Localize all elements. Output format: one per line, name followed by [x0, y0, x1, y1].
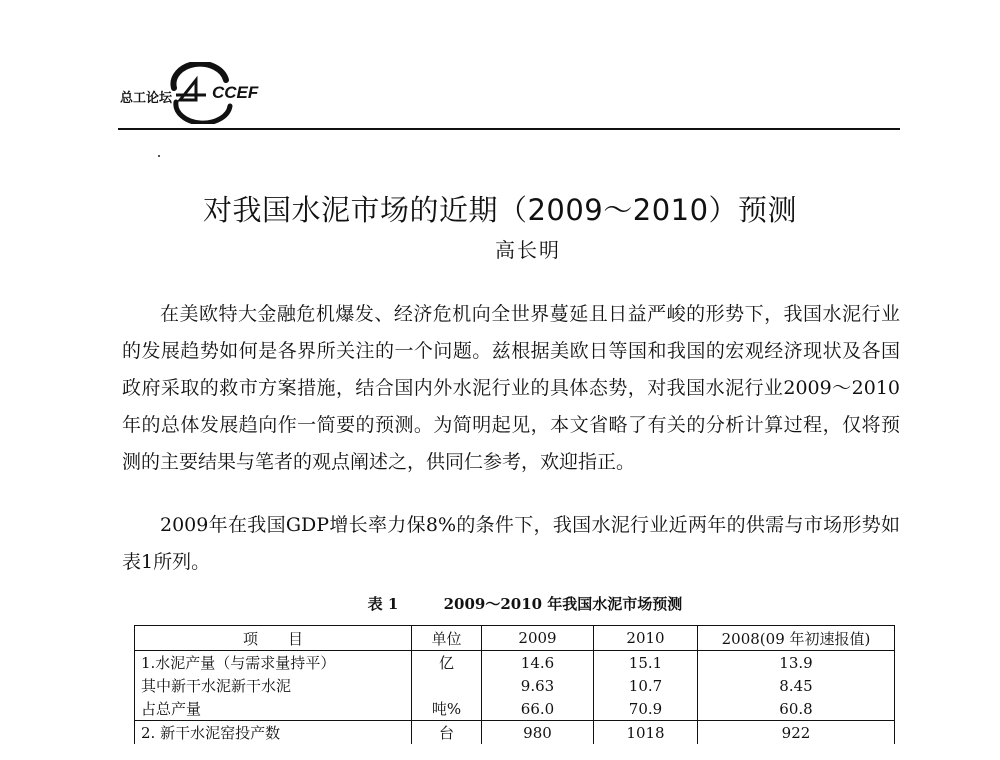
table-caption-title: 2009～2010 年我国水泥市场预测: [443, 595, 683, 613]
header-rule: [118, 128, 900, 130]
header-2010: 2010: [594, 626, 698, 651]
cell-2008: 60.8: [698, 697, 895, 721]
header-item: 项 目: [135, 626, 412, 651]
table-row: [135, 697, 895, 721]
paragraph-table-intro: 2009年在我国GDP增长率力保8%的条件下，我国水泥行业近两年的供需与市场形势如表1所列。: [122, 514, 900, 573]
table-caption-number: 表 1: [367, 595, 399, 613]
cell-item: 其中新干水泥新干水泥: [135, 674, 412, 697]
article-author: 高长明: [495, 238, 561, 262]
header-2008: 2008(09 年初速报值): [698, 626, 895, 651]
cell-unit: [412, 674, 482, 697]
header-2009: 2009: [482, 626, 594, 651]
cell-2009: 14.6: [482, 651, 594, 675]
cell-2010: 15.1: [594, 651, 698, 675]
cell-2008: 13.9: [698, 651, 895, 675]
cell-2009: 980: [482, 721, 594, 745]
logo-text-en: CCEF: [212, 83, 259, 102]
table-row: [135, 674, 895, 697]
cell-unit: 亿: [412, 651, 482, 675]
header-unit: 单位: [412, 626, 482, 651]
forecast-table: [134, 625, 895, 744]
cell-2008: 8.45: [698, 674, 895, 697]
table-header-row: [135, 626, 895, 651]
cell-item: 占总产量: [135, 697, 412, 721]
cell-item: 2. 新干水泥窑投产数: [135, 721, 412, 745]
cell-2008: 922: [698, 721, 895, 745]
cell-unit: 台: [412, 721, 482, 745]
logo-text-cn: 总工论坛: [120, 91, 173, 106]
scan-dot: [158, 155, 160, 157]
paragraph-intro: 在美欧特大金融危机爆发、经济危机向全世界蔓延且日益严峻的形势下，我国水泥行业的发展趋势如何是各界所关注的一个问题。兹根据美欧日等国和我国的宏观经济现状及各国政府采取的救市方案措施，结合国内外水泥行业的具体态势，对我国水泥行业2009～2010年的总体发展趋向作一简要的预测。为简明起见，本文省略了有关的分析计算过程，仅将预测的主要结果与笔者的观点阐述之，供同仁参考，欢迎指正。: [122, 303, 900, 473]
cell-item: 1.水泥产量（与需求量持平）: [135, 651, 412, 675]
forum-logo: [120, 62, 320, 124]
table-caption: [0, 593, 1000, 614]
table-row: [135, 721, 895, 745]
cell-unit: 吨%: [412, 697, 482, 721]
cell-2009: 66.0: [482, 697, 594, 721]
cell-2010: 10.7: [594, 674, 698, 697]
cell-2010: 1018: [594, 721, 698, 745]
cell-2009: 9.63: [482, 674, 594, 697]
article-title: 对我国水泥市场的近期（2009～2010）预测: [202, 193, 798, 227]
cell-2010: 70.9: [594, 697, 698, 721]
table-row: [135, 651, 895, 675]
